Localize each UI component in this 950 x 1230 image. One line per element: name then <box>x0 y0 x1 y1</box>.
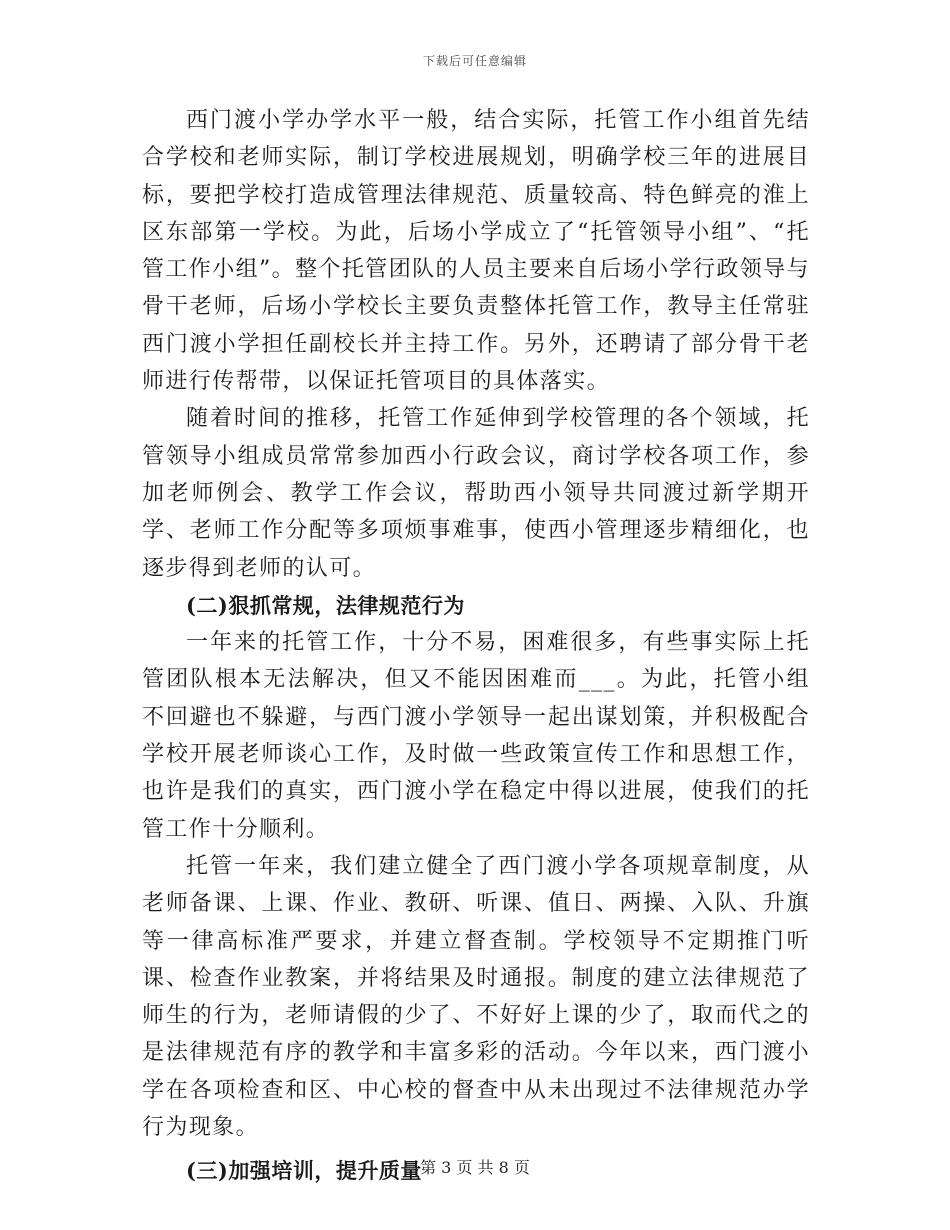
page-number: 第 3 页 共 8 页 <box>420 1158 530 1177</box>
section-heading-3: (三)加强培训，提升质量 <box>186 1158 422 1184</box>
paragraph-4: 托管一年来，我们建立健全了西门渡小学各项规章制度，从老师备课、上课、作业、教研、听课、值日、两操、入队、升旗等一律高标准严要求，并建立督查制。学校领导不定期推门听课、检查作业教案，并将结果及时通报。制度的建立法律规范了师生的行为，老师请假的少了、不好好上课的少了，取而代之的是法律规范有序的教学和丰富多彩的活动。今年以来，西门渡小学在各项检查和区、中心校的督查中从未出现过不法律规范办学行为现象。 <box>142 853 810 1141</box>
paragraph-3: 一年来的托管工作，十分不易，困难很多，有些事实际上托管团队根本无法解决，但又不能因困难而___。为此，托管小组不回避也不躲避，与西门渡小学领导一起出谋划策，并积极配合学校开展老师谈心工作，及时做一些政策宣传工作和思想工作，也许是我们的真实，西门渡小学在稳定中得以进展，使我们的托管工作十分顺利。 <box>142 630 810 842</box>
document-body <box>142 102 810 1190</box>
section-heading-2: (二)狠抓常规，法律规范行为 <box>186 592 465 618</box>
paragraph-2: 随着时间的推移，托管工作延伸到学校管理的各个领域，托管领导小组成员常常参加西小行政会议，商讨学校各项工作，参加老师例会、教学工作会议，帮助西小领导共同渡过新学期开学、老师工作分配等多项烦事难事，使西小管理逐步精细化，也逐步得到老师的认可。 <box>142 406 810 581</box>
page-header-note: 下载后可任意编辑 <box>422 54 527 68</box>
paragraph-1: 西门渡小学办学水平一般，结合实际，托管工作小组首先结合学校和老师实际，制订学校进展规划，明确学校三年的进展目标，要把学校打造成管理法律规范、质量较高、特色鲜亮的淮上区东部第一学校。为此，后场小学成立了“托管领导小组”、“托管工作小组”。整个托管团队的人员主要来自后场小学行政领导与骨干老师，后场小学校长主要负责整体托管工作，教导主任常驻西门渡小学担任副校长并主持工作。另外，还聘请了部分骨干老师进行传帮带，以保证托管项目的具体落实。 <box>142 108 810 395</box>
